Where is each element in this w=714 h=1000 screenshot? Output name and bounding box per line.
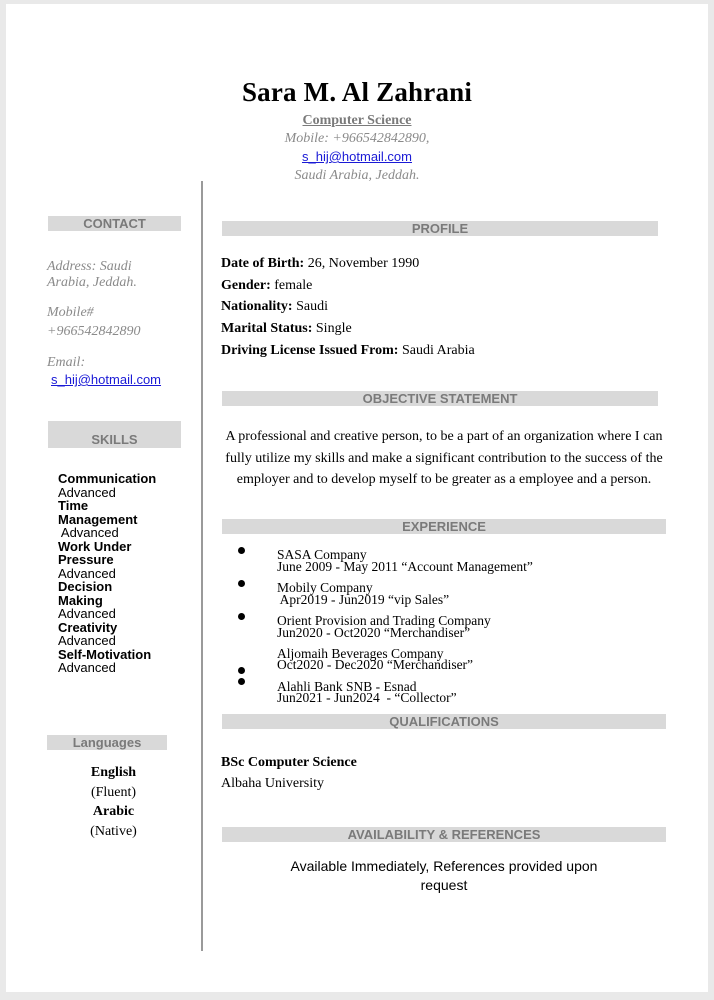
bullet-icon	[238, 613, 245, 620]
objective-line: employer and to develop myself to be greater as a employee and a person.	[236, 472, 652, 487]
profile-value: 26, November 1990	[304, 256, 420, 271]
address-line-2: Arabia, Jeddah.	[47, 275, 137, 290]
profile-label: Driving License Issued From:	[221, 343, 399, 358]
contact-email-link[interactable]: s_hij@hotmail.com	[51, 372, 162, 387]
profile-value: Saudi Arabia	[398, 343, 475, 358]
availability-line: request	[420, 877, 468, 893]
address-line-1: Address: Saudi	[47, 259, 132, 274]
language-level: (Native)	[90, 824, 137, 839]
language-name: English	[90, 765, 137, 780]
profile-label: Marital Status:	[221, 321, 313, 336]
experience-company: Alahli Bank SNB - Esnad	[277, 679, 417, 694]
profile-label: Nationality:	[221, 299, 293, 314]
profile-label: Date of Birth:	[221, 256, 305, 271]
bullet-icon	[238, 547, 245, 554]
qualification-degree: BSc Computer Science	[221, 755, 357, 770]
profile-row-dob	[221, 253, 419, 275]
profile-value: female	[270, 278, 313, 293]
skill-name: Communication	[58, 471, 157, 486]
profile-row-license	[221, 340, 475, 362]
skill-level: Advanced	[58, 484, 116, 500]
experience-company: Mobily Company	[277, 580, 373, 595]
skill-name: Work Under	[58, 538, 132, 554]
experience-heading: EXPERIENCE	[222, 519, 666, 534]
contact-heading: CONTACT	[48, 216, 181, 231]
skill-level: Advanced	[58, 565, 116, 581]
qualification-university: Albaha University	[221, 776, 325, 791]
header-email-link[interactable]: s_hij@hotmail.com	[301, 149, 412, 164]
skill-name: Decision	[58, 579, 113, 594]
availability-heading: AVAILABILITY & REFERENCES	[222, 827, 666, 842]
skills-list	[58, 472, 156, 675]
contact-mobile-label: Mobile#	[47, 305, 94, 320]
availability-line: Available Immediately, References provided upon	[290, 858, 598, 874]
header-location: Saudi Arabia, Jeddah.	[294, 168, 420, 183]
skill-name: Management	[58, 511, 138, 527]
header-mobile: Mobile: +966542842890,	[284, 131, 430, 146]
language-level: (Fluent)	[90, 785, 137, 800]
bullet-icon	[238, 678, 245, 685]
availability-text	[222, 857, 666, 895]
skill-name: Pressure	[58, 552, 114, 567]
profile-heading: PROFILE	[222, 221, 658, 236]
skill-name: Self-Motivation	[58, 646, 152, 662]
skill-level: Advanced	[58, 606, 116, 621]
contact-mobile-value: +966542842890	[47, 324, 141, 339]
experience-detail: Jun2020 - Oct2020 “Merchandiser”	[277, 625, 471, 640]
profile-row-marital	[221, 318, 352, 340]
profile-row-gender	[221, 275, 312, 297]
bullet-icon	[238, 580, 245, 587]
qualifications-heading: QUALIFICATIONS	[222, 714, 666, 729]
objective-line: fully utilize my skills and make a significant contribution to the success of the	[225, 450, 663, 466]
profile-label: Gender:	[221, 278, 271, 293]
skill-level: Advanced	[58, 660, 116, 675]
profile-value: Saudi	[292, 299, 328, 314]
experience-company: Aljomaih Beverages Company	[277, 646, 444, 661]
objective-heading: OBJECTIVE STATEMENT	[222, 391, 658, 406]
experience-detail: Apr2019 - Jun2019 “vip Sales”	[277, 592, 450, 607]
experience-detail: Jun2021 - Jun2024 - “Collector”	[277, 690, 457, 705]
skill-level: Advanced	[58, 633, 116, 648]
language-name: Arabic	[92, 804, 135, 819]
profile-row-nationality	[221, 296, 328, 318]
skill-name: Time	[58, 498, 89, 513]
objective-line: A professional and creative person, to be a part of an organization where I can	[225, 429, 663, 444]
skill-level: Advanced	[58, 525, 119, 540]
bullet-icon	[238, 667, 245, 674]
column-divider	[201, 181, 203, 951]
experience-company: SASA Company	[277, 547, 367, 562]
experience-detail: June 2009 - May 2011 “Account Management”	[277, 559, 533, 574]
experience-detail: Oct2020 - Dec2020 “Merchandiser”	[277, 657, 474, 672]
languages-heading: Languages	[47, 735, 167, 750]
field-of-study: Computer Science	[302, 113, 412, 128]
profile-value: Single	[312, 321, 352, 336]
skills-heading: SKILLS	[48, 421, 181, 448]
candidate-name: Sara M. Al Zahrani	[241, 77, 473, 107]
skill-name: Creativity	[58, 619, 118, 635]
experience-company: Orient Provision and Trading Company	[277, 613, 491, 628]
contact-email-label: Email:	[47, 355, 86, 370]
objective-text	[222, 426, 666, 491]
contact-address	[47, 259, 137, 291]
skill-name: Making	[58, 592, 103, 608]
